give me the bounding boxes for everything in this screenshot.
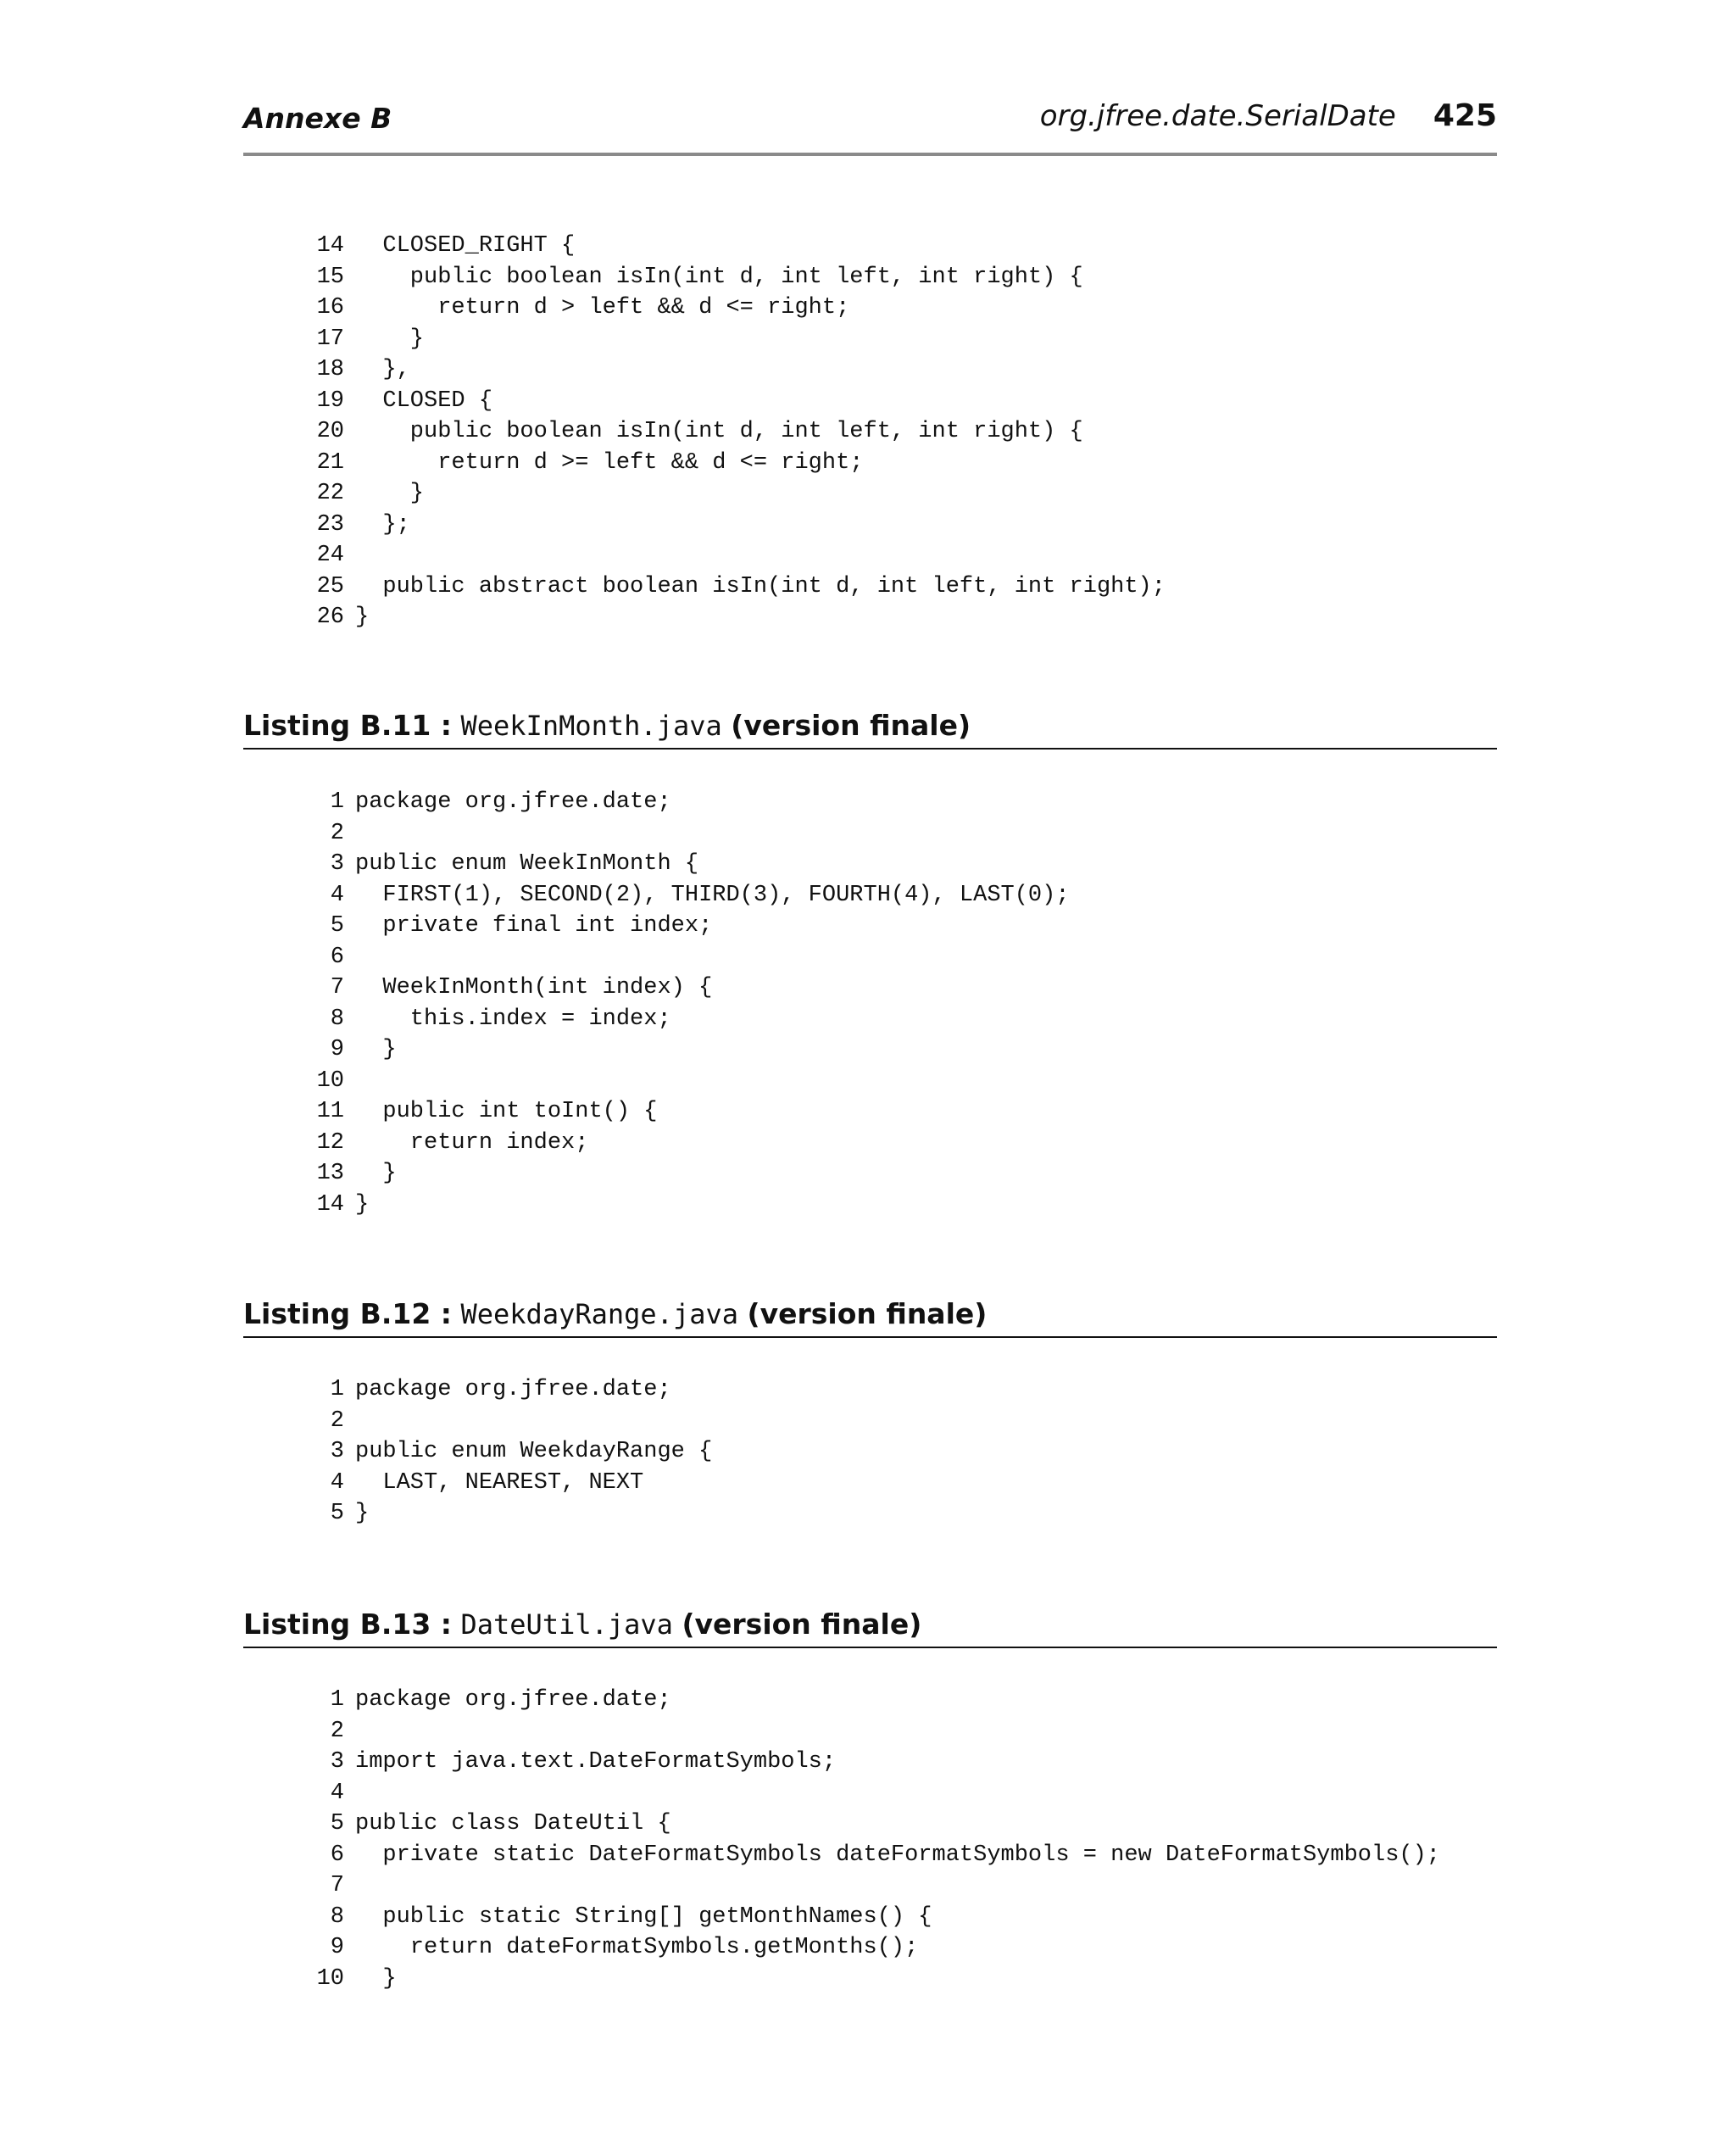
code-line: [288, 1902, 1440, 1933]
line-number: 1: [330, 789, 344, 815]
code-text: }: [355, 1501, 370, 1526]
line-number: 20: [316, 419, 344, 444]
code-text: [344, 540, 355, 571]
line-number: 6: [330, 1842, 344, 1868]
code-text: WeekInMonth(int index) {: [355, 975, 713, 1000]
code-line: [288, 540, 1166, 571]
code-text: }: [355, 1037, 397, 1062]
code-text: return index;: [355, 1129, 589, 1156]
code-block-b12: [288, 1374, 712, 1530]
code-line: [288, 386, 1166, 417]
line-number: 5: [330, 1501, 344, 1526]
line-number: 1: [330, 1687, 344, 1713]
line-number: 9: [330, 1935, 344, 1960]
code-line: [288, 1034, 1070, 1066]
code-line: [288, 1964, 1440, 1995]
line-number: 19: [316, 387, 344, 414]
listing-label: Listing B.11 :: [243, 709, 452, 742]
line-number: 2: [330, 820, 344, 846]
code-text: LAST, NEAREST, NEXT: [355, 1469, 644, 1496]
code-text: [344, 818, 355, 850]
line-number: 6: [330, 944, 344, 970]
line-number: 10: [316, 1965, 344, 1992]
code-line: [288, 1870, 1440, 1902]
code-text: public int toInt() {: [355, 1099, 658, 1124]
code-block-b13: [288, 1685, 1440, 1994]
line-number: 2: [330, 1407, 344, 1434]
listing-label: Listing B.13 :: [243, 1608, 452, 1641]
code-line: [288, 1716, 1440, 1747]
code-line: [288, 510, 1166, 541]
listing-suffix: (version finale): [731, 709, 971, 742]
code-text: [344, 942, 355, 973]
code-text: [344, 1778, 355, 1809]
code-text: public enum WeekInMonth {: [355, 851, 699, 877]
code-line: [288, 1498, 712, 1530]
code-text: package org.jfree.date;: [355, 1687, 671, 1713]
code-text: return dateFormatSymbols.getMonths();: [355, 1935, 919, 1960]
line-number: 14: [316, 1191, 344, 1218]
code-line: [288, 231, 1166, 262]
code-text: [344, 1716, 355, 1747]
line-number: 11: [316, 1099, 344, 1124]
code-line: [288, 911, 1070, 942]
code-line: [288, 478, 1166, 510]
code-text: public boolean isIn(int d, int left, int right) {: [355, 264, 1083, 290]
line-number: 7: [330, 1873, 344, 1898]
code-line: [288, 416, 1166, 448]
line-number: 4: [330, 882, 344, 908]
code-line: [288, 787, 1070, 818]
code-text: package org.jfree.date;: [355, 789, 671, 815]
line-number: 23: [316, 511, 344, 538]
code-text: }: [355, 605, 370, 630]
code-line: [288, 1778, 1440, 1809]
code-text: return d > left && d <= right;: [355, 295, 850, 320]
line-number: 4: [330, 1780, 344, 1806]
code-line: [288, 1004, 1070, 1035]
code-block-continued: [288, 231, 1166, 633]
code-line: [288, 602, 1166, 633]
code-text: public boolean isIn(int d, int left, int right) {: [355, 419, 1083, 444]
listing-filename: WeekInMonth.java: [460, 710, 722, 742]
line-number: 1: [330, 1377, 344, 1402]
code-line: [288, 571, 1166, 603]
code-line: [288, 324, 1166, 355]
code-line: [288, 1436, 712, 1468]
line-number: 7: [330, 975, 344, 1000]
listing-caption-b11: [243, 709, 1497, 750]
code-text: }: [355, 1161, 397, 1186]
line-number: 4: [330, 1469, 344, 1496]
line-number: 10: [316, 1067, 344, 1094]
code-text: import java.text.DateFormatSymbols;: [355, 1749, 837, 1775]
code-text: public abstract boolean isIn(int d, int left, int right);: [355, 573, 1166, 599]
code-text: public static String[] getMonthNames() {: [355, 1903, 932, 1930]
header-right: [1040, 98, 1497, 133]
code-line: [288, 1808, 1440, 1840]
line-number: 22: [316, 481, 344, 506]
code-line: [288, 818, 1070, 850]
chapter-label: Annexe B: [243, 102, 392, 135]
page-number: 425: [1433, 98, 1497, 133]
code-line: [288, 1128, 1070, 1159]
listing-suffix: (version finale): [682, 1608, 922, 1641]
code-text: },: [355, 357, 410, 382]
code-text: }: [355, 1965, 397, 1992]
code-line: [288, 1932, 1440, 1964]
line-number: 3: [330, 851, 344, 877]
line-number: 5: [330, 1811, 344, 1836]
code-line: [288, 1840, 1440, 1871]
code-text: public enum WeekdayRange {: [355, 1439, 713, 1464]
code-text: private final int index;: [355, 913, 713, 939]
listing-label: Listing B.12 :: [243, 1297, 452, 1330]
code-text: };: [355, 511, 410, 538]
line-number: 13: [316, 1161, 344, 1186]
code-line: [288, 1468, 712, 1499]
code-line: [288, 972, 1070, 1004]
code-text: public class DateUtil {: [355, 1811, 671, 1836]
running-title: org.jfree.date.SerialDate: [1039, 99, 1396, 133]
listing-caption-b13: [243, 1608, 1497, 1648]
code-line: [288, 448, 1166, 479]
listing-caption-b12: [243, 1297, 1497, 1338]
code-text: this.index = index;: [355, 1006, 671, 1032]
code-line: [288, 1158, 1070, 1190]
line-number: 9: [330, 1037, 344, 1062]
code-line: [288, 849, 1070, 880]
code-line: [288, 1190, 1070, 1221]
code-line: [288, 1406, 712, 1437]
code-text: return d >= left && d <= right;: [355, 449, 864, 476]
code-line: [288, 1096, 1070, 1128]
code-line: [288, 1747, 1440, 1778]
code-text: [344, 1870, 355, 1902]
line-number: 12: [316, 1129, 344, 1156]
listing-filename: DateUtil.java: [460, 1608, 673, 1641]
code-line: [288, 293, 1166, 324]
listing-suffix: (version finale): [747, 1297, 988, 1330]
code-line: [288, 942, 1070, 973]
line-number: 21: [316, 449, 344, 476]
code-line: [288, 880, 1070, 911]
code-text: package org.jfree.date;: [355, 1377, 671, 1402]
code-text: [344, 1406, 355, 1437]
code-text: private static DateFormatSymbols dateFormatSymbols = new DateFormatSymbols();: [355, 1842, 1441, 1868]
code-line: [288, 1374, 712, 1406]
line-number: 24: [316, 543, 344, 568]
code-text: [344, 1066, 355, 1097]
listing-filename: WeekdayRange.java: [460, 1298, 738, 1330]
code-text: }: [355, 481, 425, 506]
line-number: 3: [330, 1749, 344, 1775]
line-number: 2: [330, 1718, 344, 1744]
page-header: [243, 98, 1497, 156]
line-number: 26: [316, 605, 344, 630]
code-text: }: [355, 326, 425, 352]
code-block-b11: [288, 787, 1070, 1220]
code-line: [288, 1066, 1070, 1097]
line-number: 8: [330, 1006, 344, 1032]
code-text: CLOSED {: [355, 387, 493, 414]
code-text: FIRST(1), SECOND(2), THIRD(3), FOURTH(4), LAST(0);: [355, 882, 1070, 908]
line-number: 14: [316, 233, 344, 259]
line-number: 15: [316, 264, 344, 290]
code-text: }: [355, 1191, 370, 1218]
line-number: 3: [330, 1439, 344, 1464]
line-number: 18: [316, 357, 344, 382]
code-line: [288, 354, 1166, 386]
code-text: CLOSED_RIGHT {: [355, 233, 576, 259]
line-number: 25: [316, 573, 344, 599]
code-line: [288, 1685, 1440, 1716]
line-number: 5: [330, 913, 344, 939]
line-number: 17: [316, 326, 344, 352]
line-number: 8: [330, 1903, 344, 1930]
line-number: 16: [316, 295, 344, 320]
code-line: [288, 262, 1166, 293]
